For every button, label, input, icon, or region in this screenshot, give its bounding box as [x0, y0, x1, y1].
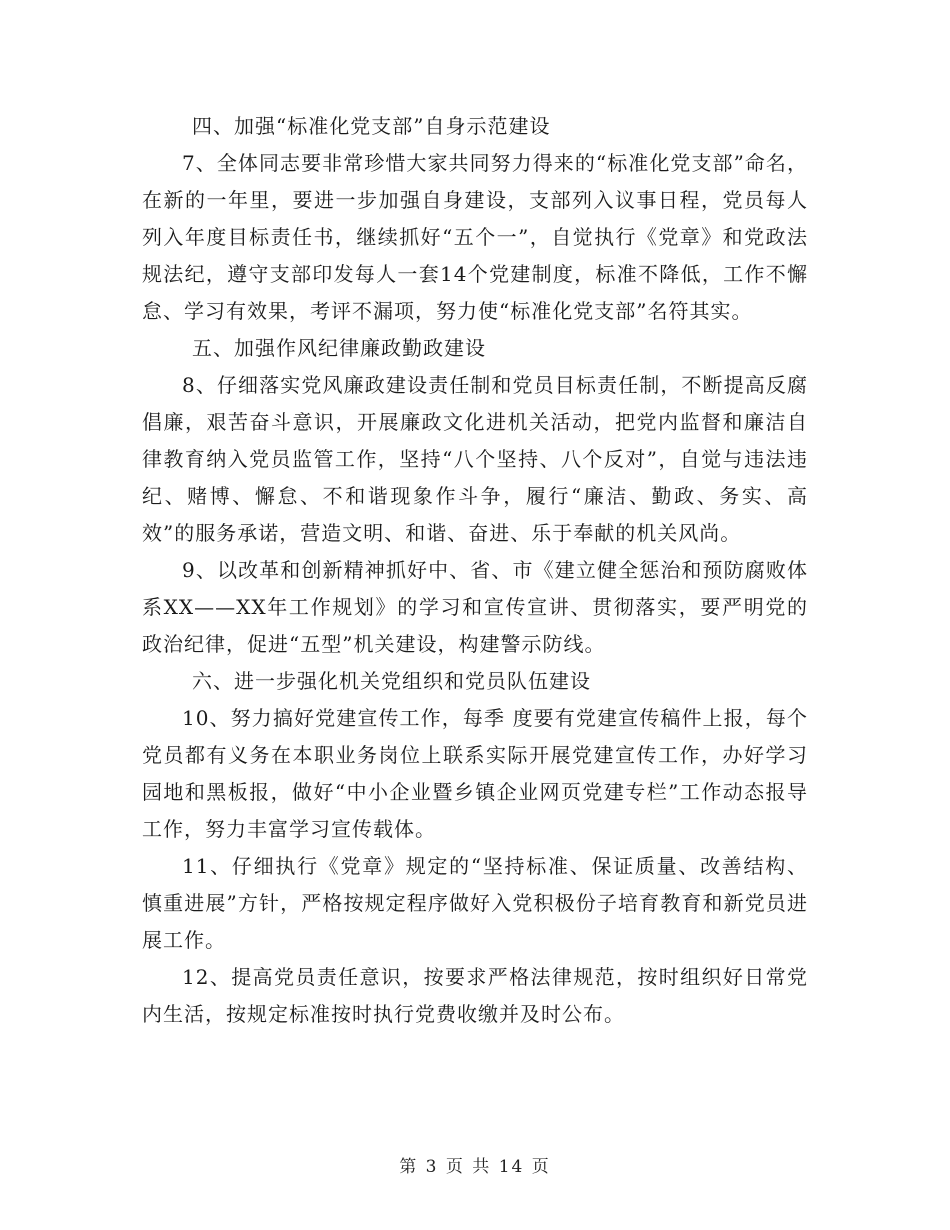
section-heading-4: 四、加强“标准化党支部”自身示范建设	[192, 114, 551, 138]
section-heading-5: 五、加强作风纪律廉政勤政建设	[192, 336, 486, 360]
paragraph-8: 8、仔细落实党风廉政建设责任制和党员目标责任制，不断提高反腐倡廉，艰苦奋斗意识，开展廉政文化进机关活动，把党内监督和廉洁自律教育纳入党员监管工作，坚持“八个坚持、八个反对”，自觉与违法违纪、赌博、懈怠、不和谐现象作斗争，履行“廉洁、勤政、务实、高效”的服务承诺，营造文明、和谐、奋进、乐于奉献的机关风尚。	[142, 373, 808, 545]
page-number-footer: 第 3 页 共 14 页	[399, 1157, 551, 1177]
paragraph-9: 9、以改革和创新精神抓好中、省、市《建立健全惩治和预防腐败体系XX——XX年工作规划》的学习和宣传宣讲、贯彻落实，要严明党的政治纪律，促进“五型”机关建设，构建警示防线。	[142, 558, 808, 656]
document-body	[142, 108, 808, 1033]
paragraph-12: 12、提高党员责任意识，按要求严格法律规范，按时组织好日常党内生活，按规定标准按时执行党费收缴并及时公布。	[142, 965, 808, 1026]
section-heading-6: 六、进一步强化机关党组织和党员队伍建设	[192, 669, 591, 693]
paragraph-7: 7、全体同志要非常珍惜大家共同努力得来的“标准化党支部”命名，在新的一年里，要进一步加强自身建设，支部列入议事日程，党员每人列入年度目标责任书，继续抓好“五个一”，自觉执行《党章》和党政法规法纪，遵守支部印发每人一套14个党建制度，标准不降低，工作不懈怠、学习有效果，考评不漏项，努力使“标准化党支部”名符其实。	[142, 151, 808, 323]
paragraph-11: 11、仔细执行《党章》规定的“坚持标准、保证质量、改善结构、慎重进展”方针，严格按规定程序做好入党积极份子培育教育和新党员进展工作。	[142, 854, 808, 952]
paragraph-10: 10、努力搞好党建宣传工作，每季 度要有党建宣传稿件上报，每个党员都有义务在本职业务岗位上联系实际开展党建宣传工作，办好学习园地和黑板报，做好“中小企业暨乡镇企业网页党建专栏”工作动态报导工作，努力丰富学习宣传载体。	[142, 706, 808, 841]
